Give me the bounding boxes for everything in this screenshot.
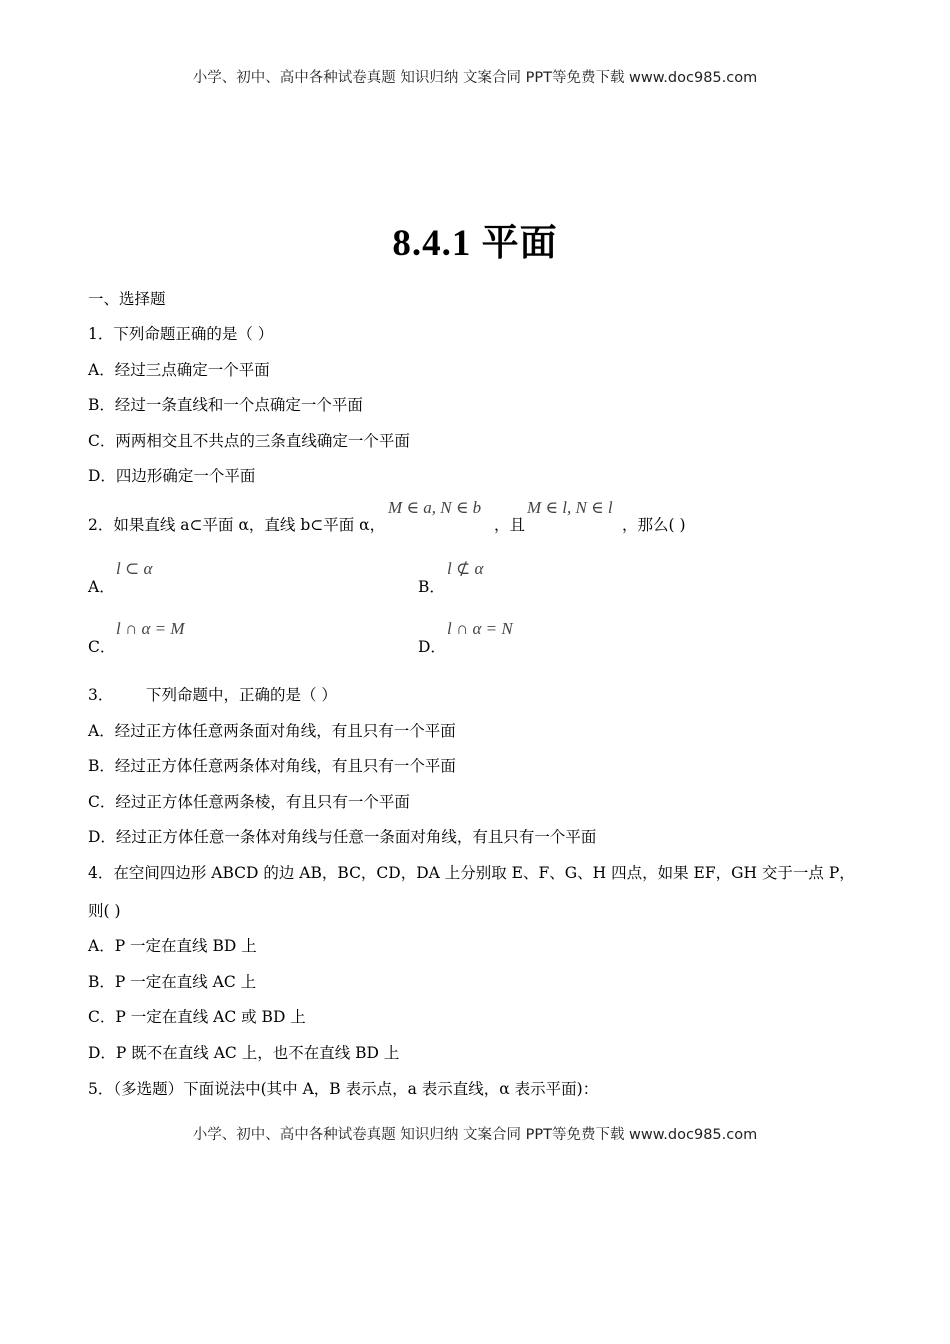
q3-number: 3． xyxy=(88,686,114,704)
q5-stem: 5．（多选题）下面说法中(其中 A，B 表示点，a 表示直线，α 表示平面)： xyxy=(88,1080,599,1098)
q2-option-c-label: C． xyxy=(88,638,116,656)
q1-option-b: B．经过一条直线和一个点确定一个平面 xyxy=(88,396,363,414)
q3-option-c: C．经过正方体任意两条棱，有且只有一个平面 xyxy=(88,793,410,811)
q2-stem-part2: ，且 xyxy=(494,516,526,534)
page-footer: 小学、初中、高中各种试卷真题 知识归纳 文案合同 PPT等免费下载 www.doc985.com xyxy=(192,1127,758,1143)
q2-option-a-label: A． xyxy=(88,578,115,596)
q4-stem-line1: 4．在空间四边形 ABCD 的边 AB，BC，CD，DA 上分别取 E、F、G、H 四点，如果 EF，GH 交于一点 P， xyxy=(88,864,855,882)
q2-option-a-math: l ⊂ α xyxy=(116,559,153,578)
q1-option-a: A．经过三点确定一个平面 xyxy=(88,361,270,379)
q4-stem-line2: 则( ) xyxy=(88,902,121,920)
q2-stem-part1: 2．如果直线 a⊂平面 α，直线 b⊂平面 α， xyxy=(88,516,386,534)
page-header: 小学、初中、高中各种试卷真题 知识归纳 文案合同 PPT等免费下载 www.doc985.com xyxy=(192,70,758,86)
q2-option-c-math: l ∩ α = M xyxy=(116,619,185,638)
q1-stem: 1．下列命题正确的是（ ） xyxy=(88,325,274,343)
section-heading: 一、选择题 xyxy=(88,290,166,308)
q4-option-d: D．P 既不在直线 AC 上，也不在直线 BD 上 xyxy=(88,1044,400,1062)
q3-option-d: D．经过正方体任意一条体对角线与任意一条面对角线，有且只有一个平面 xyxy=(88,828,597,846)
q3-stem: 下列命题中，正确的是（ ） xyxy=(146,686,337,704)
q2-math-1: M ∈ a, N ∈ b xyxy=(388,498,482,517)
q1-option-d: D．四边形确定一个平面 xyxy=(88,467,256,485)
q2-option-d-label: D． xyxy=(418,638,446,656)
q4-option-a: A．P 一定在直线 BD 上 xyxy=(88,937,257,955)
document-title: 8.4.1 平面 xyxy=(392,223,558,264)
q2-option-b-math: l ⊄ α xyxy=(447,559,484,578)
q2-stem-part3: ，那么( ) xyxy=(622,516,686,534)
q2-math-2: M ∈ l, N ∈ l xyxy=(527,498,613,517)
q4-option-c: C．P 一定在直线 AC 或 BD 上 xyxy=(88,1008,306,1026)
q2-option-b-label: B． xyxy=(418,578,445,596)
q1-option-c: C．两两相交且不共点的三条直线确定一个平面 xyxy=(88,432,410,450)
q2-option-d-math: l ∩ α = N xyxy=(447,619,513,638)
q3-option-a: A．经过正方体任意两条面对角线，有且只有一个平面 xyxy=(88,722,456,740)
q4-option-b: B．P 一定在直线 AC 上 xyxy=(88,973,257,991)
q3-option-b: B．经过正方体任意两条体对角线，有且只有一个平面 xyxy=(88,757,456,775)
